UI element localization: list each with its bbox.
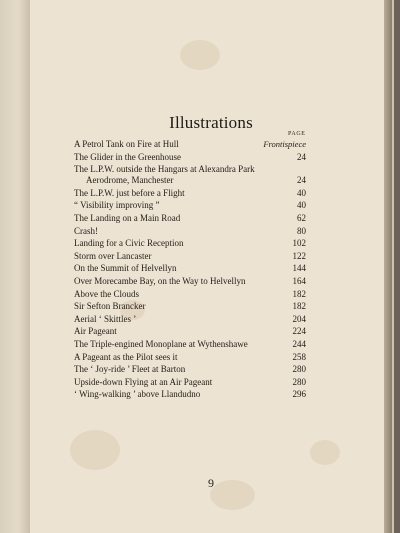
entry-label: Sir Sefton Brancker — [74, 301, 146, 312]
foxing-spot — [70, 430, 120, 470]
list-item — [74, 139, 306, 150]
entry-label: The L.P.W. just before a Flight — [74, 187, 185, 198]
list-item — [74, 326, 306, 337]
entry-page: 204 — [292, 313, 306, 324]
book-page — [30, 0, 392, 533]
list-item — [74, 352, 306, 363]
entry-page: 296 — [292, 389, 306, 400]
list-item — [74, 364, 306, 375]
entry-label: Air Pageant — [74, 326, 117, 337]
entry-label: Crash! — [74, 225, 98, 236]
list-item — [74, 377, 306, 388]
list-item — [74, 226, 306, 237]
entry-page: Frontispiece — [263, 139, 306, 149]
entry-label: The Glider in the Greenhouse — [74, 151, 181, 162]
entry-page: 40 — [297, 187, 306, 198]
entry-page: 62 — [297, 212, 306, 223]
entry-page: 182 — [292, 288, 306, 299]
entry-page: 280 — [292, 376, 306, 387]
entry-page: 280 — [292, 364, 306, 375]
entry-label: Above the Clouds — [74, 288, 139, 299]
foxing-spot — [180, 40, 220, 70]
entry-page: 244 — [292, 338, 306, 349]
entry-page: 40 — [297, 200, 306, 211]
entry-page: 24 — [297, 175, 306, 186]
entry-label: The Triple-engined Monoplane at Wythenshawe — [74, 338, 248, 349]
entry-label: Storm over Lancaster — [74, 250, 152, 261]
entry-page: 224 — [292, 326, 306, 337]
page-column-heading: PAGE — [288, 131, 306, 137]
entry-page: 258 — [292, 351, 306, 362]
entry-label: Aerial ‘ Skittles ’ — [74, 313, 137, 324]
entry-page: 182 — [292, 301, 306, 312]
facing-page-edge — [0, 0, 30, 533]
entry-label: On the Summit of Helvellyn — [74, 263, 177, 274]
list-item — [74, 164, 306, 186]
list-item — [74, 251, 306, 262]
entry-page: 102 — [292, 238, 306, 249]
illustrations-list — [74, 139, 306, 402]
list-item — [74, 152, 306, 163]
page-title: Illustrations — [169, 113, 253, 132]
entry-label: “ Visibility improving ” — [74, 200, 160, 211]
entry-page: 24 — [297, 151, 306, 162]
entry-page: 164 — [292, 275, 306, 286]
list-item — [74, 188, 306, 199]
foxing-spot — [310, 440, 340, 465]
list-item — [74, 314, 306, 325]
page-number: 9 — [208, 476, 214, 490]
list-item — [74, 213, 306, 224]
entry-page: 80 — [297, 225, 306, 236]
list-item — [74, 238, 306, 249]
list-item — [74, 301, 306, 312]
entry-label: Landing for a Civic Reception — [74, 238, 184, 249]
entry-label: A Pageant as the Pilot sees it — [74, 351, 178, 362]
list-item — [74, 389, 306, 400]
page-edge — [384, 0, 392, 533]
entry-label: Upside-down Flying at an Air Pageant — [74, 376, 213, 387]
list-item — [74, 263, 306, 274]
list-item — [74, 339, 306, 350]
entry-label-line1: The L.P.W. outside the Hangars at Alexandra Park — [74, 164, 255, 175]
entry-label: A Petrol Tank on Fire at Hull — [74, 139, 179, 149]
list-item — [74, 276, 306, 287]
entry-label: The ‘ Joy-ride ’ Fleet at Barton — [74, 364, 186, 375]
entry-label: ‘ Wing-walking ’ above Llandudno — [74, 389, 201, 400]
entry-label: Over Morecambe Bay, on the Way to Helvellyn — [74, 275, 246, 286]
entry-label: The Landing on a Main Road — [74, 212, 181, 223]
list-item — [74, 200, 306, 211]
entry-label-line2: Aerodrome, Manchester — [86, 175, 174, 186]
list-item — [74, 289, 306, 300]
entry-label — [74, 164, 282, 186]
entry-page: 144 — [292, 263, 306, 274]
entry-page: 122 — [292, 250, 306, 261]
